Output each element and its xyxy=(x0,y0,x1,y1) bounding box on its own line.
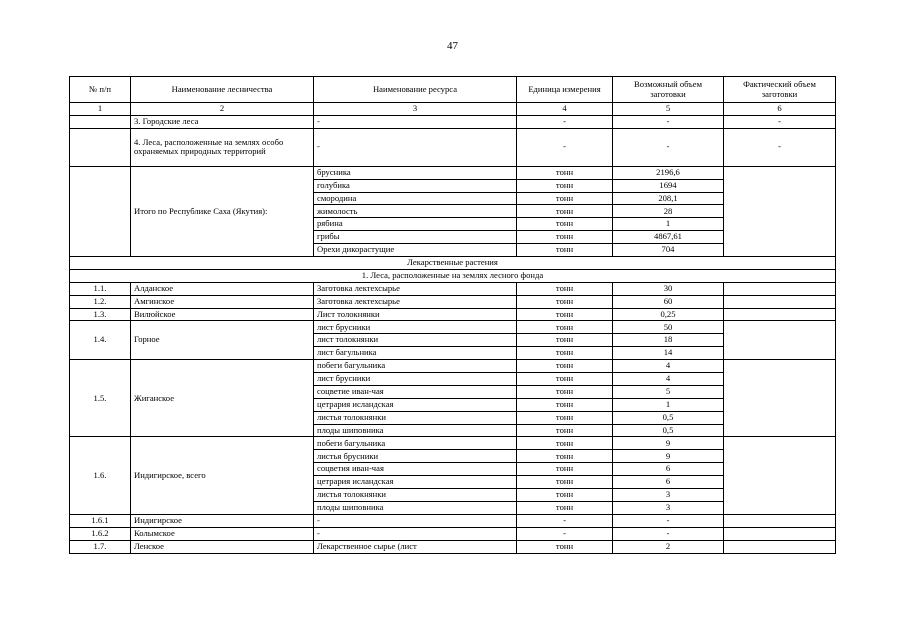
unit: тонн xyxy=(517,450,613,463)
table-row xyxy=(70,540,836,553)
unit: тонн xyxy=(517,424,613,437)
unit: тонн xyxy=(517,244,613,257)
resource-name: плоды шиповника xyxy=(314,424,517,437)
unit: тонн xyxy=(517,476,613,489)
possible-volume: 4 xyxy=(613,360,724,373)
row-number: 1.7. xyxy=(70,540,131,553)
subsection-title: 1. Леса, расположенные на землях лесного фонда xyxy=(70,269,836,282)
column-number-row xyxy=(70,103,836,116)
resource-name: цетрария исландская xyxy=(314,476,517,489)
possible-volume: 208,1 xyxy=(613,192,724,205)
unit: тонн xyxy=(517,385,613,398)
resource-name: листья толокнянки xyxy=(314,411,517,424)
actual-volume xyxy=(724,514,836,527)
column-number: 5 xyxy=(613,103,724,116)
table-row xyxy=(70,295,836,308)
forestry-name: Алданское xyxy=(131,282,314,295)
resource-name: Заготовка лектехсырье xyxy=(314,295,517,308)
possible-volume: 704 xyxy=(613,244,724,257)
resource-name: рябина xyxy=(314,218,517,231)
row-number: 1.2. xyxy=(70,295,131,308)
resource-name: - xyxy=(314,527,517,540)
resource-name: листья толокнянки xyxy=(314,489,517,502)
actual-volume xyxy=(724,166,836,256)
possible-volume: 0,5 xyxy=(613,411,724,424)
row-number: 1.5. xyxy=(70,360,131,437)
possible-volume: 30 xyxy=(613,282,724,295)
resource-name: - xyxy=(314,115,517,128)
possible-volume: 18 xyxy=(613,334,724,347)
unit: тонн xyxy=(517,295,613,308)
table-row xyxy=(70,360,836,373)
actual-volume: - xyxy=(724,128,836,166)
table-row xyxy=(70,308,836,321)
header-cell: № п/п xyxy=(70,77,131,103)
possible-volume: 6 xyxy=(613,463,724,476)
possible-volume: 1694 xyxy=(613,179,724,192)
header-row xyxy=(70,77,836,103)
forestry-name: Итого по Республике Саха (Якутия): xyxy=(131,166,314,256)
actual-volume xyxy=(724,282,836,295)
unit: тонн xyxy=(517,308,613,321)
resource-name: лист брусники xyxy=(314,373,517,386)
resource-name: соцветие иван-чая xyxy=(314,385,517,398)
unit: - xyxy=(517,128,613,166)
possible-volume: 1 xyxy=(613,398,724,411)
resource-name: побеги багульника xyxy=(314,437,517,450)
table-row xyxy=(70,321,836,334)
header-cell: Единица измерения xyxy=(517,77,613,103)
row-number: 1.6.2 xyxy=(70,527,131,540)
forestry-name: Ленское xyxy=(131,540,314,553)
possible-volume: 6 xyxy=(613,476,724,489)
unit: тонн xyxy=(517,463,613,476)
unit: - xyxy=(517,514,613,527)
section-title-row xyxy=(70,257,836,270)
possible-volume: 50 xyxy=(613,321,724,334)
actual-volume xyxy=(724,540,836,553)
table-row xyxy=(70,437,836,450)
actual-volume xyxy=(724,308,836,321)
page-number: 47 xyxy=(447,40,458,52)
resource-name: Лист толокнянки xyxy=(314,308,517,321)
column-number: 4 xyxy=(517,103,613,116)
resource-name: лист багульника xyxy=(314,347,517,360)
actual-volume xyxy=(724,360,836,437)
unit: тонн xyxy=(517,398,613,411)
row-number: 1.6. xyxy=(70,437,131,514)
unit: тонн xyxy=(517,373,613,386)
unit: тонн xyxy=(517,179,613,192)
unit: тонн xyxy=(517,540,613,553)
unit: тонн xyxy=(517,347,613,360)
forestry-name: Вилюйское xyxy=(131,308,314,321)
unit: тонн xyxy=(517,205,613,218)
actual-volume xyxy=(724,295,836,308)
resource-name: смородина xyxy=(314,192,517,205)
actual-volume xyxy=(724,321,836,360)
possible-volume: - xyxy=(613,128,724,166)
possible-volume: 60 xyxy=(613,295,724,308)
table-row xyxy=(70,527,836,540)
actual-volume xyxy=(724,437,836,514)
forestry-name: Горное xyxy=(131,321,314,360)
possible-volume: - xyxy=(613,527,724,540)
row-number: 1.6.1 xyxy=(70,514,131,527)
resource-name: лист брусники xyxy=(314,321,517,334)
subsection-title-row xyxy=(70,269,836,282)
possible-volume: 3 xyxy=(613,489,724,502)
column-number: 6 xyxy=(724,103,836,116)
actual-volume: - xyxy=(724,115,836,128)
possible-volume: 0,5 xyxy=(613,424,724,437)
possible-volume: 2196,6 xyxy=(613,166,724,179)
forestry-name: Колымское xyxy=(131,527,314,540)
unit: тонн xyxy=(517,166,613,179)
resource-name: соцветия иван-чая xyxy=(314,463,517,476)
resource-name: Лекарственное сырье (лист xyxy=(314,540,517,553)
resource-table xyxy=(69,76,836,554)
possible-volume: - xyxy=(613,514,724,527)
unit: тонн xyxy=(517,501,613,514)
section-title: Лекарственные растения xyxy=(70,257,836,270)
column-number: 3 xyxy=(314,103,517,116)
resource-name: листья брусники xyxy=(314,450,517,463)
resource-name: - xyxy=(314,514,517,527)
unit: тонн xyxy=(517,218,613,231)
possible-volume: 14 xyxy=(613,347,724,360)
unit: тонн xyxy=(517,437,613,450)
table-row xyxy=(70,514,836,527)
row-number: 1.4. xyxy=(70,321,131,360)
resource-name: побеги багульника xyxy=(314,360,517,373)
possible-volume: 0,25 xyxy=(613,308,724,321)
forestry-name: Жиганское xyxy=(131,360,314,437)
possible-volume: 1 xyxy=(613,218,724,231)
resource-name: Заготовка лектехсырье xyxy=(314,282,517,295)
table-row xyxy=(70,166,836,179)
resource-name: цетрария исландская xyxy=(314,398,517,411)
row-number xyxy=(70,166,131,256)
possible-volume: 9 xyxy=(613,450,724,463)
unit: - xyxy=(517,527,613,540)
resource-name: лист толокнянки xyxy=(314,334,517,347)
header-cell: Наименование лесничества xyxy=(131,77,314,103)
unit: тонн xyxy=(517,321,613,334)
possible-volume: 2 xyxy=(613,540,724,553)
resource-name: Орехи дикорастущие xyxy=(314,244,517,257)
possible-volume: - xyxy=(613,115,724,128)
forestry-name: 3. Городские леса xyxy=(131,115,314,128)
forestry-name: 4. Леса, расположенные на землях особо охраняемых природных территорий xyxy=(131,128,314,166)
unit: тонн xyxy=(517,282,613,295)
resource-name: грибы xyxy=(314,231,517,244)
table-row xyxy=(70,128,836,166)
possible-volume: 9 xyxy=(613,437,724,450)
row-number: 1.1. xyxy=(70,282,131,295)
unit: тонн xyxy=(517,334,613,347)
possible-volume: 5 xyxy=(613,385,724,398)
table-row xyxy=(70,115,836,128)
forestry-name: Индигирское xyxy=(131,514,314,527)
resource-name: плоды шиповника xyxy=(314,501,517,514)
possible-volume: 4867,61 xyxy=(613,231,724,244)
resource-name: - xyxy=(314,128,517,166)
forestry-name: Амгинское xyxy=(131,295,314,308)
row-number: 1.3. xyxy=(70,308,131,321)
table-row xyxy=(70,282,836,295)
possible-volume: 3 xyxy=(613,501,724,514)
possible-volume: 4 xyxy=(613,373,724,386)
header-cell: Возможный объем заготовки xyxy=(613,77,724,103)
header-cell: Фактический объем заготовки xyxy=(724,77,836,103)
unit: тонн xyxy=(517,231,613,244)
unit: - xyxy=(517,115,613,128)
column-number: 1 xyxy=(70,103,131,116)
resource-name: голубика xyxy=(314,179,517,192)
actual-volume xyxy=(724,527,836,540)
resource-name: брусника xyxy=(314,166,517,179)
unit: тонн xyxy=(517,489,613,502)
unit: тонн xyxy=(517,192,613,205)
column-number: 2 xyxy=(131,103,314,116)
possible-volume: 28 xyxy=(613,205,724,218)
unit: тонн xyxy=(517,360,613,373)
header-cell: Наименование ресурса xyxy=(314,77,517,103)
resource-name: жимолость xyxy=(314,205,517,218)
forestry-name: Индигирское, всего xyxy=(131,437,314,514)
unit: тонн xyxy=(517,411,613,424)
